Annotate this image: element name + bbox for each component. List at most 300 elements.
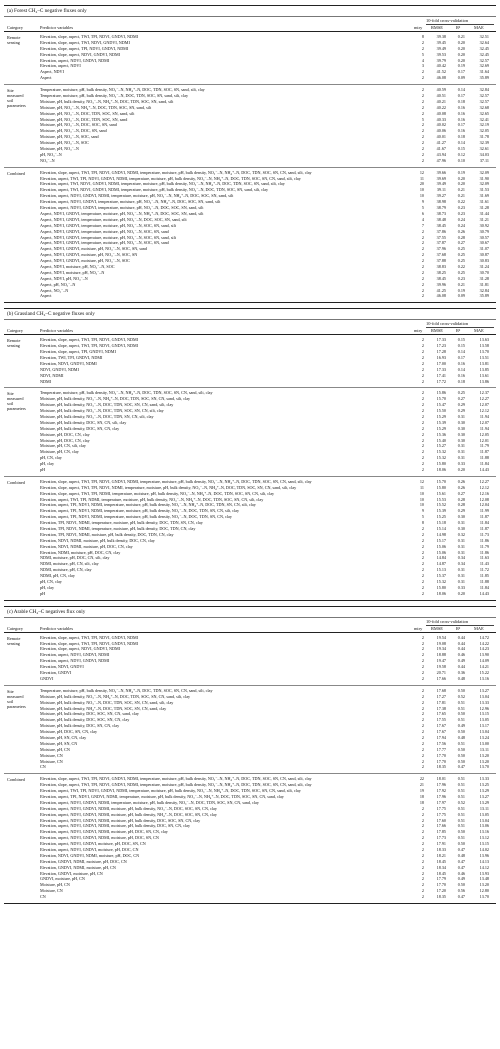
r2-cell: 0.34	[457, 561, 465, 567]
mtry-cell: 2	[421, 675, 424, 681]
rmse-cell: 40.01	[436, 134, 446, 140]
mtry-cell: 21	[419, 782, 424, 788]
mtry-cell: 5	[421, 205, 424, 211]
r2-cell: 0.30	[457, 526, 465, 532]
predictor-cell: Elevation, aspect, TWI, TPI, NDMI, temperature, moisture, pH, bulk density, NO₃⁻–N, NH₄⁺–N, DOC, TDN, SOC, SN, CN, silt, clay	[40, 496, 264, 502]
predictor-cell: Moisture, pH, DOC, CN, clay	[40, 437, 90, 443]
mae-cell: 32.19	[479, 122, 489, 128]
table-row	[4, 467, 496, 473]
mtry-cell: 2	[421, 234, 424, 240]
r2-cell: 0.25	[457, 246, 465, 252]
r2-cell: 0.47	[457, 894, 465, 900]
r2-cell: 0.50	[457, 758, 465, 764]
predictor-cell: Elevation, aspect, NDVI, GNDVI, moisture, pH, DOC, SN, CN	[40, 841, 146, 847]
table-header	[4, 320, 496, 335]
predictor-cell: Moisture, pH, NO₃⁻–N, DOC, TDN, SOC, SN, sand	[40, 116, 128, 122]
predictor-cell: Elevation, slope, aspect, TWI, NDVI, GNDVI, NDMI	[40, 39, 130, 45]
rmse-cell: 17.85	[436, 829, 446, 835]
rmse-cell: 39.49	[436, 181, 446, 187]
predictor-cell: Aspect, NDVI, moisture, pH, NO₃⁻–N	[40, 269, 105, 275]
rmse-cell: 18.06	[436, 590, 446, 596]
predictor-cell: Elevation, slope, aspect, NDVI, GNDVI, NDMI	[40, 646, 121, 652]
predictor-cell: Aspect, NDVI, GNDVI, moisture, pH, NO₃⁻–N, SOC	[40, 258, 130, 264]
predictor-cell: Elevation, slope, aspect, TPI, NDVI, GNDVI, NDMI	[40, 45, 129, 51]
rmse-cell: 17.96	[436, 782, 446, 788]
mae-cell: 13.27	[479, 793, 489, 799]
mtry-cell: 10	[419, 187, 424, 193]
mtry-header: mtry	[414, 24, 423, 30]
predictor-cell: Elevation, aspect, NDVI, GNDVI, NDMI, moisture, pH, DOC, SN, CN, clay	[40, 829, 168, 835]
table-section	[4, 308, 496, 600]
rmse-cell: 19.58	[436, 664, 446, 670]
predictor-cell: Moisture, pH, bulk density, NO₃⁻–N, DOC, TDN, SOC, SN, CN, sand, silt, clay	[40, 402, 174, 408]
section-title: (b) Grassland CH₄–C negative fluxes only	[4, 308, 496, 320]
r2-cell: 0.24	[457, 216, 465, 222]
r2-cell: 0.44	[457, 640, 465, 646]
rmse-cell: 15.32	[436, 579, 446, 585]
mtry-cell: 2	[421, 449, 424, 455]
rmse-cell: 17.27	[436, 693, 446, 699]
rmse-cell: 19.08	[436, 640, 446, 646]
rmse-cell: 37.88	[436, 258, 446, 264]
rmse-cell: 17.94	[436, 734, 446, 740]
predictor-cell: Temperature, moisture, pH, bulk density, NO₃⁻–N, NH₄⁺–N, DOC, TDN, SOC, SN, CN, sand, silt, clay	[40, 687, 213, 693]
rmse-cell: 15.80	[436, 484, 446, 490]
mae-cell: 15.22	[479, 670, 489, 676]
mae-cell: 11.88	[479, 455, 489, 461]
mae-cell: 13.51	[479, 354, 489, 360]
r2-cell: 0.28	[457, 502, 465, 508]
predictor-cell: NO₃⁻–N	[40, 157, 55, 163]
mae-cell: 14.02	[479, 846, 489, 852]
rmse-cell: 17.77	[436, 746, 446, 752]
mae-cell: 13.48	[479, 876, 489, 882]
mae-cell: 32.51	[479, 34, 489, 39]
r2-cell: 0.17	[457, 93, 465, 99]
rmse-cell: 15.06	[436, 549, 446, 555]
r2-cell: 0.21	[457, 193, 465, 199]
rmse-cell: 17.70	[436, 758, 446, 764]
predictor-cell: Elevation, slope, aspect, TWI, TPI, NDVI, NDMI, temperature, moisture, pH, bulk density, NO₃⁻–N, NH₄⁺–N, DOC, TDN, SOC, SN, CN, sand, silt, clay	[40, 484, 297, 490]
r2-cell: 0.25	[457, 258, 465, 264]
predictor-cell: Aspect, NDVI, GNDVI, moisture, pH, NO₃⁻–N, SOC, SN, sand	[40, 246, 147, 252]
predictors-header: Predictor variables	[40, 328, 74, 334]
mtry-cell: 2	[421, 584, 424, 590]
r2-cell: 0.31	[457, 549, 465, 555]
mae-cell: 11.87	[479, 449, 489, 455]
mae-cell: 34.03	[479, 151, 489, 157]
mae-cell: 13.70	[479, 764, 489, 770]
rmse-cell: 17.92	[436, 788, 446, 794]
mae-cell: 13.81	[479, 360, 489, 366]
r2-cell: 0.51	[457, 817, 465, 823]
r2-cell: 0.26	[457, 478, 465, 484]
r2-cell: 0.31	[457, 449, 465, 455]
mae-cell: 13.29	[479, 788, 489, 794]
mtry-cell: 2	[421, 443, 424, 449]
r2-cell: 0.52	[457, 693, 465, 699]
mae-cell: 13.24	[479, 734, 489, 740]
mtry-cell: 2	[421, 658, 424, 664]
predictor-cell: Moisture, pH, bulk density, NO₃⁻–N, DOC, TDN, SOC, SN, CN, silt, clay	[40, 408, 164, 414]
predictor-cell: Moisture, CN	[40, 752, 63, 758]
r2-cell: 0.12	[457, 151, 465, 157]
mtry-cell: 2	[421, 526, 424, 532]
rmse-cell: 17.20	[436, 888, 446, 894]
mtry-cell: 5	[421, 514, 424, 520]
mtry-cell: 19	[419, 788, 424, 794]
mae-cell: 13.12	[479, 835, 489, 841]
mae-cell: 32.57	[479, 93, 489, 99]
r2-cell: 0.51	[457, 699, 465, 705]
mae-cell: 11.99	[479, 508, 489, 514]
rmse-cell: 17.67	[436, 729, 446, 735]
row-group	[4, 168, 496, 304]
r2-cell: 0.30	[457, 437, 465, 443]
predictor-cell: Elevation, slope, aspect, NDVI, GNDVI, NDMI	[40, 51, 121, 57]
rmse-cell: 17.72	[436, 378, 446, 384]
r2-cell: 0.19	[457, 169, 465, 175]
mtry-cell: 2	[421, 549, 424, 555]
mae-cell: 13.16	[479, 829, 489, 835]
rmse-cell: 15.29	[436, 413, 446, 419]
mae-cell: 12.05	[479, 431, 489, 437]
mae-cell: 13.61	[479, 372, 489, 378]
r2-cell: 0.51	[457, 805, 465, 811]
rmse-cell: 39.45	[436, 39, 446, 45]
r2-cell: 0.33	[457, 584, 465, 590]
mtry-cell: 2	[421, 45, 424, 51]
predictor-cell: NDMI, moisture, pH, CN, clay	[40, 567, 92, 573]
predictor-cell: Elevation, slope, aspect, TWI, TPI, NDVI, GNDVI, NDMI, temperature, moisture, pH, bulk density, NO₃⁻–N, NH₄⁺–N, DOC, TDN, SOC, SN, CN, sand, silt, clay	[40, 169, 312, 175]
predictor-cell: Temperature, moisture, pH, bulk density, NO₃⁻–N, NH₄⁺–N, DOC, TDN, SOC, SN, sand, silt, clay	[40, 87, 205, 93]
r2-cell: 0.31	[457, 573, 465, 579]
mtry-cell: 2	[421, 864, 424, 870]
mtry-cell: 2	[421, 402, 424, 408]
mtry-cell: 2	[421, 349, 424, 355]
r2-cell: 0.16	[457, 110, 465, 116]
mae-cell: 11.85	[479, 573, 489, 579]
r2-cell: 0.23	[457, 210, 465, 216]
r2-cell: 0.47	[457, 858, 465, 864]
r2-cell: 0.14	[457, 140, 465, 146]
mtry-cell: 10	[419, 502, 424, 508]
r2-cell: 0.28	[457, 234, 465, 240]
predictor-cell: Elevation, slope, aspect, TWI, TPI, NDVI, GNDVI, NDMI	[40, 634, 139, 640]
mae-cell: 13.20	[479, 752, 489, 758]
rmse-cell: 37.86	[436, 228, 446, 234]
rmse-cell: 20.71	[436, 670, 446, 676]
rmse-cell: 37.87	[436, 240, 446, 246]
predictor-cell: Moisture, pH, CN, clay	[40, 449, 79, 455]
predictor-cell: Moisture, pH, bulk density, DOC, SOC, SN, CN, clay	[40, 717, 130, 723]
predictor-cell: Elevation, NDVI, GNDVI, NDMI	[40, 360, 97, 366]
mtry-cell: 2	[421, 687, 424, 693]
mae-cell: 11.84	[479, 461, 489, 467]
row-group	[4, 477, 496, 601]
mae-cell: 11.63	[479, 555, 489, 561]
mtry-cell: 8	[421, 520, 424, 526]
r2-cell: 0.29	[457, 408, 465, 414]
r2-cell: 0.27	[457, 240, 465, 246]
rmse-cell: 40.51	[436, 93, 446, 99]
rmse-cell: 15.70	[436, 396, 446, 402]
mae-cell: 12.16	[479, 490, 489, 496]
r2-cell: 0.19	[457, 63, 465, 69]
rmse-cell: 15.39	[436, 419, 446, 425]
r2-cell: 0.15	[457, 343, 465, 349]
rmse-cell: 15.18	[436, 520, 446, 526]
mae-cell: 11.94	[479, 413, 489, 419]
rmse-cell: 15.06	[436, 543, 446, 549]
mtry-cell: 2	[421, 134, 424, 140]
predictor-cell: Moisture, pH, bulk density, DOC, SN, CN, clay	[40, 723, 120, 729]
mtry-cell: 9	[421, 199, 424, 205]
mtry-cell: 10	[419, 490, 424, 496]
predictor-cell: Elevation, slope, aspect, TWI, TPI, NDVI, GNDVI, NDMI	[40, 34, 139, 39]
predictor-cell: pH, clay	[40, 461, 55, 467]
rmse-cell: 40.33	[436, 116, 446, 122]
r2-cell: 0.17	[457, 69, 465, 75]
predictor-cell: Elevation, slope, aspect, TWI, TPI, NDVI, GNDVI, NDMI	[40, 640, 139, 646]
r2-cell: 0.51	[457, 788, 465, 794]
mtry-cell: 2	[421, 740, 424, 746]
mae-cell: 12.27	[479, 396, 489, 402]
predictor-cell: Elevation, slope, aspect, TWI, TPI, NDVI, GNDVI, NDMI	[40, 343, 139, 349]
rmse-cell: 15.50	[436, 408, 446, 414]
mae-cell: 32.41	[479, 116, 489, 122]
mtry-cell: 2	[421, 543, 424, 549]
predictor-cell: Moisture, pH, CN	[40, 746, 70, 752]
mae-cell: 30.57	[479, 234, 489, 240]
mtry-cell: 2	[421, 531, 424, 537]
rmse-cell: 15.17	[436, 537, 446, 543]
r2-cell: 0.31	[457, 567, 465, 573]
predictor-cell: Elevation, aspect, TWI, NDVI, GNDVI, NDMI, temperature, moisture, pH, bulk density, NO₃⁻–N, DOC, TDN, SOC, SN, sand, silt, clay	[40, 187, 269, 193]
predictor-cell: pH, clay	[40, 584, 55, 590]
r2-cell: 0.47	[457, 764, 465, 770]
mae-cell: 12.37	[479, 390, 489, 396]
predictor-cell: Elevation, aspect, NDVI, GNDVI, NDMI, moisture, pH, bulk density, DOC, SN, CN, clay	[40, 823, 191, 829]
mae-cell: 11.87	[479, 526, 489, 532]
predictor-cell: Elevation, GNDVI, NDMI, moisture, pH, DOC, CN	[40, 858, 127, 864]
r2-cell: 0.31	[457, 520, 465, 526]
mae-cell: 14.43	[479, 590, 489, 596]
mae-cell: 32.64	[479, 39, 489, 45]
r2-cell: 0.51	[457, 705, 465, 711]
row-group	[4, 335, 496, 388]
r2-cell: 0.20	[457, 57, 465, 63]
mae-cell: 35.89	[479, 75, 489, 81]
rmse-cell: 15.61	[436, 490, 446, 496]
rmse-cell: 17.67	[436, 723, 446, 729]
mtry-cell: 2	[421, 634, 424, 640]
mae-cell: 35.89	[479, 293, 489, 299]
rmse-cell: 39.66	[436, 169, 446, 175]
rmse-cell: 17.66	[436, 823, 446, 829]
mae-cell: 32.05	[479, 128, 489, 134]
mae-cell: 12.27	[479, 478, 489, 484]
mtry-cell: 2	[421, 372, 424, 378]
rmse-cell: 15.53	[436, 496, 446, 502]
mtry-cell: 2	[421, 122, 424, 128]
mae-cell: 13.16	[479, 675, 489, 681]
predictor-cell: Aspect, NDVI, GNDVI, temperature, moisture, pH, NO₃⁻–N, SOC, SN, sand	[40, 240, 169, 246]
section-title: (a) Forest CH₄–C negative fluxes only	[4, 5, 496, 17]
predictor-cell: Elevation, GNDVI, NDMI, moisture, pH, CN	[40, 864, 116, 870]
predictor-cell: Moisture, pH, bulk density, NO₃⁻–N, DOC, TDN, SOC, SN, CN, sand, silt, clay	[40, 699, 174, 705]
mtry-cell: 2	[421, 590, 424, 596]
mae-cell: 13.04	[479, 693, 489, 699]
mtry-cell: 2	[421, 537, 424, 543]
r2-cell: 0.25	[457, 390, 465, 396]
mtry-cell: 2	[421, 360, 424, 366]
r2-cell: 0.17	[457, 122, 465, 128]
rmse-cell: 39.69	[436, 175, 446, 181]
mae-cell: 12.12	[479, 408, 489, 414]
r2-cell: 0.20	[457, 175, 465, 181]
predictor-cell: Moisture, pH, bulk density, NO₃⁻–N, NH₄⁺–N, DOC, TDN, SOC, SN, CN, sand, silt, clay	[40, 693, 191, 699]
predictor-cell: Moisture, pH, NO₃⁻–N, DOC, TDN, SOC, SN, sand, silt	[40, 110, 135, 116]
mtry-cell: 2	[421, 467, 424, 472]
mae-cell: 11.94	[479, 425, 489, 431]
mtry-header: mtry	[414, 328, 423, 334]
rmse-cell: 18.21	[436, 852, 446, 858]
rmse-cell: 15.40	[436, 437, 446, 443]
mtry-cell: 12	[419, 478, 424, 484]
mtry-cell: 2	[421, 69, 424, 75]
r2-cell: 0.51	[457, 776, 465, 782]
rmse-cell: 15.36	[436, 431, 446, 437]
mae-cell: 13.70	[479, 349, 489, 355]
mtry-cell: 2	[421, 846, 424, 852]
mae-cell: 11.84	[479, 584, 489, 590]
rmse-cell: 38.79	[436, 205, 446, 211]
predictor-cell: pH, NO₃⁻–N	[40, 151, 62, 157]
mae-cell: 31.61	[479, 199, 489, 205]
mtry-cell: 2	[421, 378, 424, 384]
predictor-cell: Moisture, pH, CN, silt, clay	[40, 443, 87, 449]
predictor-cell: Elevation, NDVI, GNDVI, NDMI, moisture, pH, DOC, CN	[40, 852, 140, 858]
mtry-cell: 2	[421, 461, 424, 467]
predictor-cell: Moisture, pH, NO₃⁻–N, SOC, sand	[40, 134, 99, 140]
rmse-cell: 19.47	[436, 658, 446, 664]
mtry-cell: 2	[421, 110, 424, 116]
rmse-cell: 38.98	[436, 199, 446, 205]
predictor-cell: Moisture, pH, NO₃⁻–N, SOC	[40, 140, 89, 146]
mtry-cell: 11	[420, 484, 424, 490]
mae-cell: 32.84	[479, 87, 489, 93]
r2-cell: 0.20	[457, 467, 465, 472]
rmse-cell: 38.83	[436, 263, 446, 269]
mae-cell: 14.22	[479, 640, 489, 646]
rmse-cell: 18.34	[436, 864, 446, 870]
r2-cell: 0.30	[457, 431, 465, 437]
rmse-cell: 39.49	[436, 45, 446, 51]
rmse-cell: 15.25	[436, 514, 446, 520]
rmse-cell: 17.97	[436, 799, 446, 805]
mtry-cell: 18	[419, 793, 424, 799]
mae-cell: 31.07	[479, 246, 489, 252]
r2-cell: 0.27	[457, 490, 465, 496]
predictor-cell: Aspect, pH, NO₃⁻–N	[40, 281, 76, 287]
mae-cell: 11.73	[479, 531, 489, 537]
rmse-cell: 17.33	[436, 337, 446, 343]
predictor-cell: Elevation, aspect, NDVI, GNDVI, NDMI, moisture, pH, bulk density, DOC, SOC, SN, CN, clay	[40, 817, 201, 823]
rmse-cell: 37.55	[436, 234, 446, 240]
mae-cell: 32.45	[479, 45, 489, 51]
mtry-cell: 2	[421, 455, 424, 461]
mae-cell: 13.63	[479, 337, 489, 343]
rmse-cell: 39.27	[436, 193, 446, 199]
predictor-cell: Moisture, pH, bulk density, DOC, SOC, SN, CN, sand, clay	[40, 711, 139, 717]
predictor-cell: Temperature, moisture, pH, bulk density, NO₃⁻–N, NH₄⁺–N, DOC, TDN, SOC, SN, CN, sand, silt, clay	[40, 390, 213, 396]
table-header	[4, 17, 496, 32]
predictor-cell: Aspect, NDVI, moisture, pH, NO₃⁻–N, SOC	[40, 263, 115, 269]
mtry-cell: 10	[419, 193, 424, 199]
r2-cell: 0.52	[457, 799, 465, 805]
r2-cell: 0.19	[457, 287, 465, 293]
predictor-cell: Elevation, aspect, NDVI, GNDVI, NDMI	[40, 652, 110, 658]
mae-cell: 13.33	[479, 776, 489, 782]
mtry-cell: 2	[421, 343, 424, 349]
r2-cell: 0.31	[457, 537, 465, 543]
r2-cell: 0.46	[457, 652, 465, 658]
mtry-cell: 2	[421, 567, 424, 573]
mae-cell: 32.57	[479, 98, 489, 104]
rmse-header: RMSE	[431, 24, 443, 30]
rmse-cell: 17.23	[436, 343, 446, 349]
mae-cell: 14.72	[479, 634, 489, 640]
rmse-cell: 17.81	[436, 699, 446, 705]
mtry-cell: 11	[420, 175, 424, 181]
rmse-cell: 46.08	[436, 75, 446, 81]
mae-cell: 13.15	[479, 841, 489, 847]
r2-cell: 0.16	[457, 128, 465, 134]
r2-cell: 0.21	[457, 187, 465, 193]
table-row	[4, 75, 496, 81]
mae-cell: 31.53	[479, 187, 489, 193]
rmse-cell: 17.41	[436, 372, 446, 378]
rmse-cell: 18.45	[436, 870, 446, 876]
r2-cell: 0.50	[457, 687, 465, 693]
predictor-cell: Moisture, pH, SN, CN	[40, 740, 78, 746]
mae-cell: 14.12	[479, 864, 489, 870]
rmse-cell: 15.32	[436, 449, 446, 455]
rmse-cell: 41.67	[436, 146, 446, 152]
rmse-cell: 37.68	[436, 252, 446, 258]
mae-cell: 12.01	[479, 437, 489, 443]
r2-cell: 0.48	[457, 675, 465, 681]
rmse-cell: 18.33	[436, 846, 446, 852]
mae-cell: 14.09	[479, 658, 489, 664]
mtry-cell: 2	[421, 128, 424, 134]
rmse-header: RMSE	[431, 625, 443, 631]
mae-cell: 32.69	[479, 63, 489, 69]
predictor-cell: Elevation, aspect, NDVI, GNDVI, NDMI, temperature, moisture, pH, NO₃⁻–N, NH₄⁺–N, DOC, SOC, SN, sand, silt	[40, 193, 234, 199]
mae-cell: 13.27	[479, 687, 489, 693]
r2-cell: 0.21	[457, 34, 465, 39]
mtry-cell: 2	[421, 876, 424, 882]
predictor-cell: Aspect	[40, 293, 52, 299]
r2-cell: 0.51	[457, 740, 465, 746]
mae-cell: 11.43	[479, 561, 489, 567]
mtry-cell: 6	[421, 210, 424, 216]
mae-cell: 30.79	[479, 228, 489, 234]
rmse-cell: 38.25	[436, 269, 446, 275]
r2-cell: 0.09	[457, 293, 465, 299]
rmse-cell: 17.38	[436, 705, 446, 711]
